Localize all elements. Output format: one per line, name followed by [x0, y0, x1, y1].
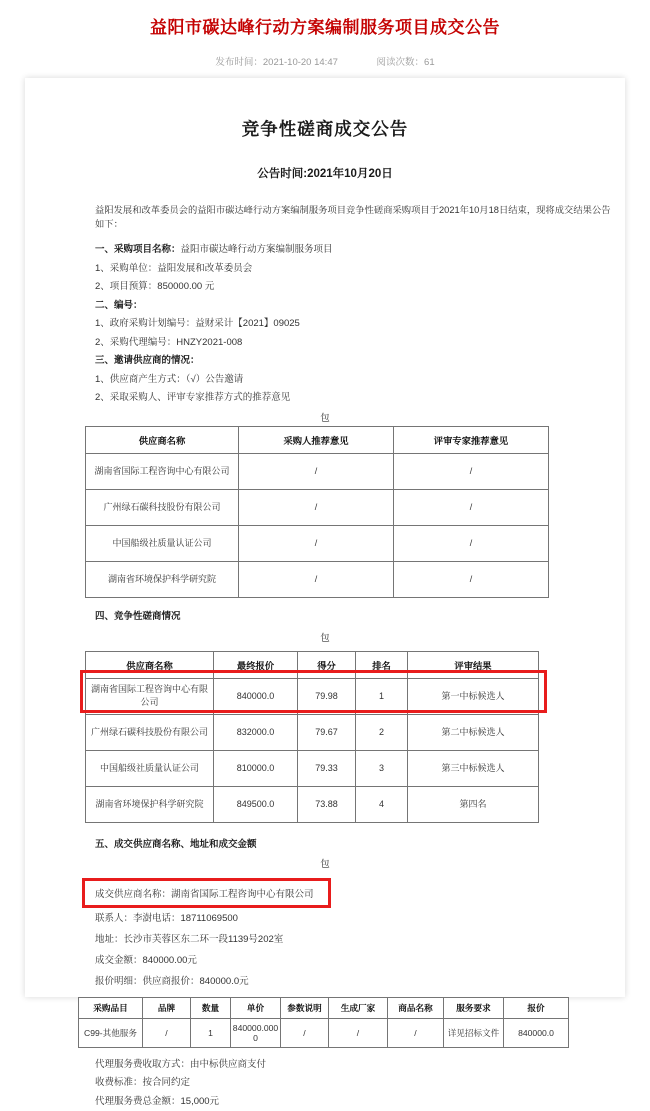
winner-contact-line: 联系人：李澍电话：18711069500 — [95, 908, 625, 929]
page-title: 益阳市碳达峰行动方案编制服务项目成交公告 — [0, 0, 650, 38]
winner-name-highlight-box — [82, 878, 331, 908]
winner-quote-line: 报价明细：供应商报价：840000.0元 — [95, 971, 625, 992]
col-header: 报价 — [504, 997, 569, 1018]
table-row: 广州绿石碳科技股份有限公司 / / — [86, 489, 549, 525]
col-header: 评审结果 — [408, 651, 539, 678]
negotiation-table — [85, 651, 539, 823]
body-line: 1、采购单位：益阳发展和改革委员会 — [95, 260, 625, 279]
section3-title: 三、邀请供应商的情况： — [95, 352, 625, 371]
col-header: 采购人推荐意见 — [239, 426, 394, 453]
winner-amount-line: 成交金额：840000.00元 — [95, 950, 625, 971]
package-label: 包 — [25, 856, 625, 870]
view-count-value: 61 — [424, 57, 435, 68]
table-row: C99-其他服务 / 1 840000.0000 / / / 详见招标文件 840000.0 — [79, 1018, 569, 1047]
footer-lines — [25, 1056, 625, 1111]
body-line: 2、采购代理编号：HNZY2021-008 — [95, 334, 625, 353]
section2-title: 二、编号： — [95, 297, 625, 316]
section5-title: 五、成交供应商名称、地址和成交金额 — [95, 836, 625, 850]
supplier-name: 中国船级社质量认证公司 — [86, 750, 214, 786]
winner-row: 湖南省国际工程咨询中心有限公司 840000.0 79.98 1 第一中标候选人 — [86, 678, 539, 714]
col-header: 品牌 — [143, 997, 191, 1018]
table-row: 湖南省环境保护科学研究院 849500.0 73.88 4 第四名 — [86, 786, 539, 822]
table-header-row — [86, 426, 549, 453]
announcement-heading: 竞争性磋商成交公告 — [25, 116, 625, 141]
agency-fee-method-line: 代理服务费收取方式：由中标供应商支付 — [95, 1056, 625, 1075]
negotiation-table-wrapper — [85, 651, 538, 823]
announcement-date: 公告时间:2021年10月20日 — [25, 165, 625, 181]
col-header: 商品名称 — [388, 997, 444, 1018]
package-label: 包 — [25, 630, 625, 644]
body-line: 2、项目预算：850000.00 元 — [95, 278, 625, 297]
table-header-row — [86, 651, 539, 678]
supplier-name: 湖南省环境保护科学研究院 — [86, 786, 214, 822]
article-meta — [0, 54, 650, 68]
col-header: 最终报价 — [214, 651, 298, 678]
col-header: 排名 — [356, 651, 408, 678]
agency-fee-total-line: 代理服务费总金额：15,000元 — [95, 1093, 625, 1111]
package-label: 包 — [25, 410, 625, 424]
col-header: 参数说明 — [281, 997, 329, 1018]
view-count — [377, 57, 435, 68]
body-line: 1、供应商产生方式：（√）公告邀请 — [95, 371, 625, 390]
col-header: 采购品目 — [79, 997, 143, 1018]
recommend-table — [85, 426, 549, 598]
intro-paragraph: 益阳发展和改革委员会的益阳市碳达峰行动方案编制服务项目竞争性磋商采购项目于2021年10月18日结束，现将成交结果公告如下： — [95, 203, 617, 231]
body-line: 1、政府采购计划编号：益财采计【2021】09025 — [95, 315, 625, 334]
col-header: 得分 — [298, 651, 356, 678]
body-lines — [25, 241, 625, 408]
col-header: 数量 — [191, 997, 231, 1018]
winner-name-text: 成交供应商名称：湖南省国际工程咨询中心有限公司 — [95, 889, 314, 900]
section1-title: 一、采购项目名称：益阳市碳达峰行动方案编制服务项目 — [95, 241, 625, 260]
winner-name-line — [95, 878, 625, 908]
section4-title: 四、竞争性磋商情况 — [95, 608, 625, 622]
col-header: 供应商名称 — [86, 651, 214, 678]
announcement-card — [25, 78, 625, 997]
supplier-name: 中国船级社质量认证公司 — [86, 525, 239, 561]
table-row: 广州绿石碳科技股份有限公司 832000.0 79.67 2 第二中标候选人 — [86, 714, 539, 750]
supplier-name: 湖南省国际工程咨询中心有限公司 — [86, 678, 214, 714]
view-count-label: 阅读次数： — [377, 57, 425, 68]
publish-time-label: 发布时间： — [215, 57, 263, 68]
supplier-name: 广州绿石碳科技股份有限公司 — [86, 714, 214, 750]
table-row: 湖南省环境保护科学研究院 / / — [86, 561, 549, 597]
supplier-name: 广州绿石碳科技股份有限公司 — [86, 489, 239, 525]
table-header-row — [79, 997, 569, 1018]
quote-table — [78, 997, 569, 1048]
table-row: 中国船级社质量认证公司 810000.0 79.33 3 第三中标候选人 — [86, 750, 539, 786]
table-row: 湖南省国际工程咨询中心有限公司 / / — [86, 453, 549, 489]
col-header: 评审专家推荐意见 — [394, 426, 549, 453]
col-header: 生成厂家 — [329, 997, 388, 1018]
supplier-name: 湖南省国际工程咨询中心有限公司 — [86, 453, 239, 489]
col-header: 供应商名称 — [86, 426, 239, 453]
body-line: 2、采取采购人、评审专家推荐方式的推荐意见 — [95, 389, 625, 408]
publish-time — [215, 57, 338, 68]
col-header: 服务要求 — [444, 997, 504, 1018]
winner-address-line: 地址：长沙市芙蓉区东二环一段1139号202室 — [95, 929, 625, 950]
col-header: 单价 — [231, 997, 281, 1018]
table-row: 中国船级社质量认证公司 / / — [86, 525, 549, 561]
supplier-name: 湖南省环境保护科学研究院 — [86, 561, 239, 597]
fee-standard-line: 收费标准：按合同约定 — [95, 1074, 625, 1093]
publish-time-value: 2021-10-20 14:47 — [263, 57, 338, 68]
